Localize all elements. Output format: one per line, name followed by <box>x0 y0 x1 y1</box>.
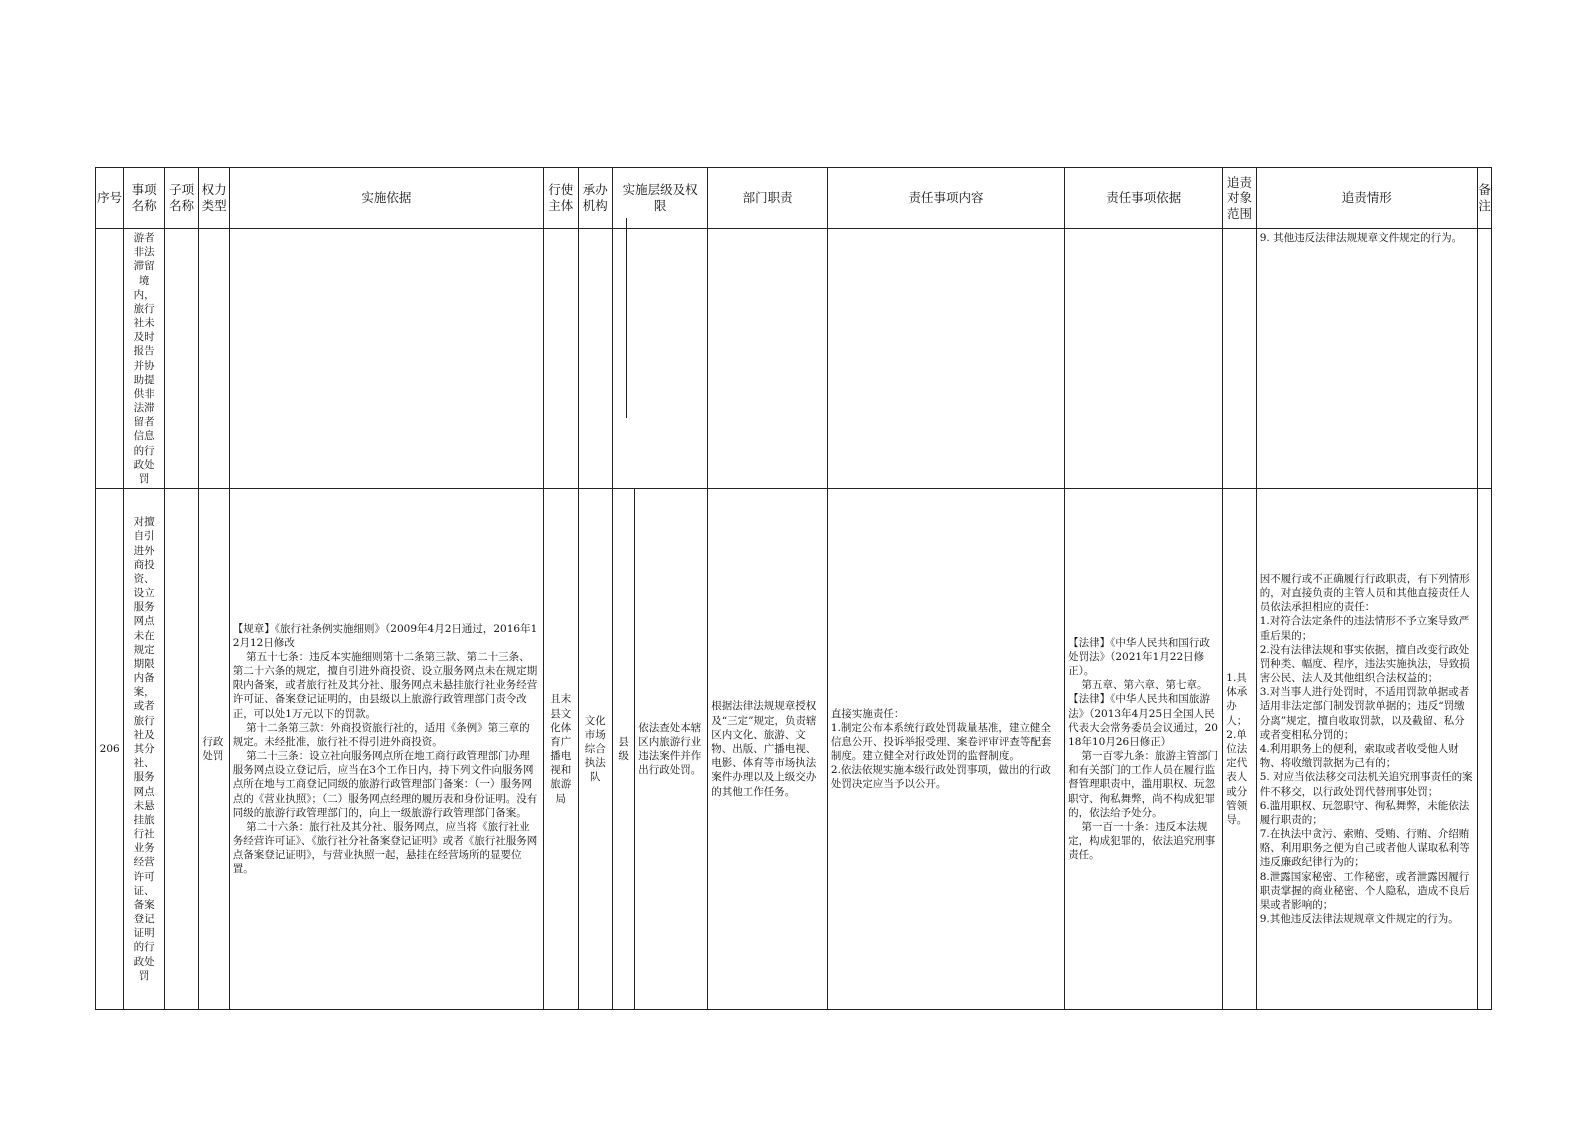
item-name-cell: 对擅自引进外商投资、设立服务网点未在规定期限内备案，或者旅行社及其分社、服务网点未悬挂旅行社业务经营许可证、备案登记证明的行政处罚 <box>124 489 165 1010</box>
level-desc-cell: 依法查处本辖区内旅游行业违法案件并作出行政处罚。 <box>635 489 708 1010</box>
power-list-table <box>95 167 1492 1010</box>
header-remark: 备注 <box>1477 168 1491 229</box>
header-seq: 序号 <box>96 168 124 229</box>
cont-resp-basis-cell <box>1065 229 1223 489</box>
dept-duty-cell: 根据法律法规规章授权及“三定”规定，负责辖区内文化、旅游、文物、出版、广播电视、电影、体育等市场执法案件办理以及上级交办的其他工作任务。 <box>708 489 828 1010</box>
header-dept-duty: 部门职责 <box>708 168 828 229</box>
cont-resp-content-cell <box>827 229 1064 489</box>
cont-power-type-cell <box>199 229 229 489</box>
level-divider-line <box>626 218 627 418</box>
basis-cell: 【规章】《旅行社条例实施细则》（2009年4月2日通过，2016年12月12日修改 第五十七条：违反本实施细则第十二条第三款、第二十三条、第二十六条的规定，擅自引进外商投资、设立服务网点未在规定期限内备案，或者旅行社及其分社、服务网点未悬挂旅行社业务经营许可证、备案登记证明的，由县级以上旅游行政管理部门责令改正，可以处1万元以下的罚款。 第十二条第三款：外商投资旅行社的，适用《条例》第三章的规定。未经批准，旅行社不得引进外商投资。 第二十三条：设立社向服务网点所在地工商行政管理部门办理服务网点设立登记后，应当在3个工作日内，持下列文件向服务网点所在地与工商登记同级的旅游行政管理部门备案：（一）服务网点的《营业执照》；（二）服务网点经理的履历表和身份证明。没有同级的旅游行政管理部门的，向上一级旅游行政管理部门备案。 第二十六条：旅行社及其分社、服务网点，应当将《旅行社业务经营许可证》、《旅行社分社备案登记证明》或者《旅行社服务网点备案登记证明》，与营业执照一起，悬挂在经营场所的显要位置。 <box>229 489 543 1010</box>
cont-scope-cell <box>1223 229 1256 489</box>
power-type-cell: 行政处罚 <box>199 489 229 1010</box>
cont-seq-cell <box>96 229 124 489</box>
agency-cell: 文化市场综合执法队 <box>578 489 612 1010</box>
situation-cell: 因不履行或不正确履行行政职责，有下列情形的，对直接负责的主管人员和其他直接责任人员依法承担相应的责任： 1.对符合法定条件的违法情形不予立案导致严重后果的； 2.没有法律法规和事实依据，擅自改变行政处罚种类、幅度、程序，违法实施执法，导致损害公民、法人及其他组织合法权益的； 3.对当事人进行处罚时，不适用罚款单据或者适用非法定部门制发罚款单据的；违反“罚缴分离”规定，擅自收取罚款，以及截留、私分或者变相私分罚的； 4.利用职务上的便利，索取或者收受他人财物、将收缴罚款据为己有的； 5. 对应当依法移交司法机关追究刑事责任的案件不移交，以行政处罚代替刑事处罚； 6.滥用职权、玩忽职守、徇私舞弊，未能依法履行职责的； 7.在执法中贪污、索贿、受贿、行贿、介绍贿赂、利用职务之便为自己或者他人谋取私利等违反廉政纪律行为的； 8.泄露国家秘密、工作秘密，或者泄露因履行职责掌握的商业秘密、个人隐私，造成不良后果或者影响的； 9.其他违反法律法规规章文件规定的行为。 <box>1256 489 1477 1010</box>
cont-remark-cell <box>1477 229 1491 489</box>
header-item-name: 事项名称 <box>124 168 165 229</box>
header-level: 实施层级及权限 <box>613 168 708 229</box>
resp-basis-cell: 【法律】《中华人民共和国行政处罚法》（2021年1月22日修正）。 第五章、第六章、第七章。 【法律】《中华人民共和国旅游法》（2013年4月25日全国人民代表大会常务委员会议通过，2018年10月26日修正） 第一百零九条：旅游主管部门和有关部门的工作人员在履行监督管理职责中，滥用职权、玩忽职守、徇私舞弊，尚不构成犯罪的，依法给予处分。 第一百一十条：违反本法规定，构成犯罪的，依法追究刑事责任。 <box>1065 489 1223 1010</box>
seq-cell: 206 <box>96 489 124 1010</box>
header-situation: 追责情形 <box>1256 168 1477 229</box>
cont-situation-cell: 9. 其他违反法律法规规章文件规定的行为。 <box>1256 229 1477 489</box>
header-resp-basis: 责任事项依据 <box>1065 168 1223 229</box>
cont-item-name-cell: 游者非法滞留境内，旅行社未及时报告并协助提供非法滞留者信息的行政处罚 <box>124 229 165 489</box>
subject-cell: 且末县文化体育广播电视和旅游局 <box>544 489 578 1010</box>
header-sub-item: 子项名称 <box>164 168 198 229</box>
table-header-row <box>96 168 1492 229</box>
sub-item-cell <box>164 489 198 1010</box>
cont-subject-cell <box>544 229 578 489</box>
cont-sub-item-cell <box>164 229 198 489</box>
header-basis: 实施依据 <box>229 168 543 229</box>
scope-cell: 1.具体承办人； 2.单位法定代表人或分管领导。 <box>1223 489 1256 1010</box>
cont-agency-cell <box>578 229 612 489</box>
level-short-cell: 县级 <box>613 489 635 1010</box>
header-subject: 行使主体 <box>544 168 578 229</box>
header-resp-content: 责任事项内容 <box>827 168 1064 229</box>
resp-content-cell: 直接实施责任： 1.制定公布本系统行政处罚裁量基准，建立健全信息公开、投诉举报受理、案卷评审评查等配套制度。建立健全对行政处罚的监督制度。 2.依法依规实施本级行政处罚事项，做出的行政处罚决定应当予以公开。 <box>827 489 1064 1010</box>
remark-cell <box>1477 489 1491 1010</box>
header-power-type: 权力类型 <box>199 168 229 229</box>
cont-basis-cell <box>229 229 543 489</box>
table-row-continuation <box>96 229 1492 489</box>
header-scope: 追责对象范围 <box>1223 168 1256 229</box>
cont-dept-duty-cell <box>708 229 828 489</box>
table-row <box>96 489 1492 1010</box>
header-agency: 承办机构 <box>578 168 612 229</box>
